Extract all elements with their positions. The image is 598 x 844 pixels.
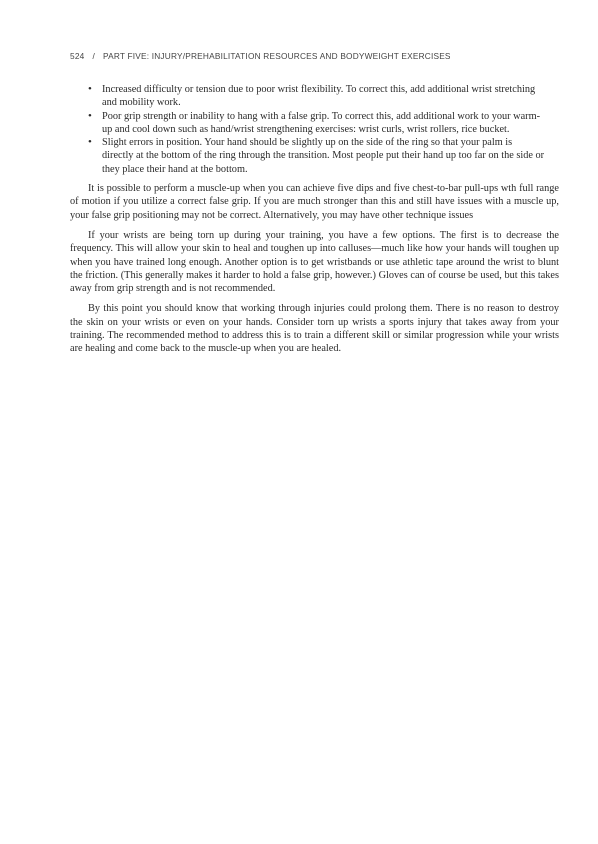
page-body	[70, 83, 559, 363]
list-item	[88, 136, 559, 176]
bullet-marker: •	[88, 136, 92, 149]
running-header	[70, 51, 550, 61]
paragraph: If your wrists are being torn up during your training, you have a few options. The first is to decrease the frequency. This will allow your skin to heal and toughen up into calluses—much like how your hands will toughen up when you have trained long enough. Another option is to get wristbands or use athletic tape around the wrist to blunt the friction. (This generally makes it harder to hold a false grip, however.) Gloves can of course be used, but this takes away from grip strength and is not recommended.	[70, 229, 559, 295]
page-number: 524	[70, 51, 85, 61]
bullet-marker: •	[88, 109, 92, 122]
paragraph: By this point you should know that working through injuries could prolong them. There is no reason to destroy the skin on your wrists or even on your hands. Consider torn up wrists a sports injury that takes away from your training. The recommended method to address this is to train a different skill or similar progression while your wrists are healing and come back to the muscle-up when you are healed.	[70, 303, 559, 355]
section-title: PART FIVE: INJURY/PREHABILITATION RESOURCES AND BODYWEIGHT EXERCISES	[102, 51, 451, 61]
list-item	[88, 83, 559, 110]
header-separator: /	[92, 51, 95, 61]
list-item-text: Poor grip strength or inability to hang with a false grip. To correct this, add additional work to your warm-up and cool down such as hand/wrist strengthening exercises: wrist curls, wrist rollers, rice bucket.	[102, 110, 541, 135]
bullet-marker: •	[88, 83, 92, 95]
list-item-text: Increased difficulty or tension due to poor wrist flexibility. To correct this, add additional wrist stretching and mobility work.	[102, 84, 536, 109]
bullet-list	[70, 83, 559, 176]
paragraph: It is possible to perform a muscle-up when you can achieve five dips and five chest-to-bar pull-ups wth full range of motion if you utilize a correct false grip. If you are much stronger than this and still have issues with a muscle up, your false grip positioning may not be correct. Alternatively, you may have other technique issues	[70, 183, 559, 221]
list-item-text: Slight errors in position. Your hand should be slightly up on the side of the ring so that your palm is directly at the bottom of the ring through the transition. Most people put their hand up too far on the side or they place their hand at the bottom.	[102, 137, 545, 175]
list-item	[88, 109, 559, 137]
